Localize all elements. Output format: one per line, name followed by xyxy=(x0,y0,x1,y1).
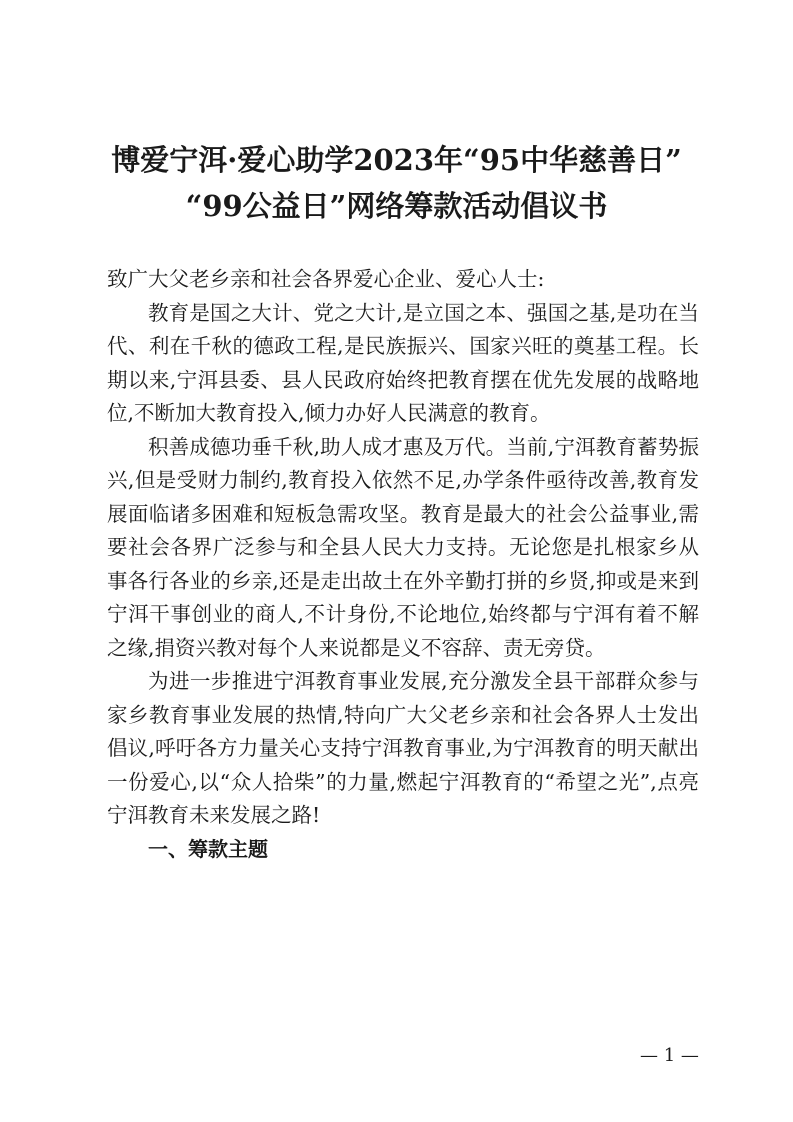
paragraph-3: 为进一步推进宁洱教育事业发展,充分激发全县干部群众参与家乡教育事业发展的热情,特向广大父老乡亲和社会各界人士发出倡议,呼吁各方力量关心支持宁洱教育事业,为宁洱教育的明天献出一份爱心,以“众人拾柴”的力量,燃起宁洱教育的“希望之光”,点亮宁洱教育未来发展之路! xyxy=(107,669,699,827)
section-heading-fundraising-theme: 一、筹款主题 xyxy=(148,836,268,861)
document-body xyxy=(107,263,699,866)
page-number: — 1 — xyxy=(640,1045,699,1066)
document-title-line-2: “99公益日”网络筹款活动倡议书 xyxy=(185,189,608,223)
document-title-line-1: 博爱宁洱·爱心助学2023年“95中华慈善日” xyxy=(111,143,682,177)
salutation: 致广大父老乡亲和社会各界爱心企业、爱心人士: xyxy=(107,267,545,291)
paragraph-2: 积善成德功垂千秋,助人成才惠及万代。当前,宁洱教育蓄势振兴,但是受财力制约,教育投入依然不足,办学条件亟待改善,教育发展面临诸多困难和短板急需攻坚。教育是最大的社会公益事业,需要社会各界广泛参与和全县人民大力支持。无论您是扎根家乡从事各行各业的乡亲,还是走出故土在外辛勤打拼的乡贤,抑或是来到宁洱干事创业的商人,不计身份,不论地位,始终都与宁洱有着不解之缘,捐资兴教对每个人来说都是义不容辞、责无旁贷。 xyxy=(107,434,699,660)
paragraph-1: 教育是国之大计、党之大计,是立国之本、强国之基,是功在当代、利在千秋的德政工程,是民族振兴、国家兴旺的奠基工程。长期以来,宁洱县委、县人民政府始终把教育摆在优先发展的战略地位,不断加大教育投入,倾力办好人民满意的教育。 xyxy=(107,300,699,425)
